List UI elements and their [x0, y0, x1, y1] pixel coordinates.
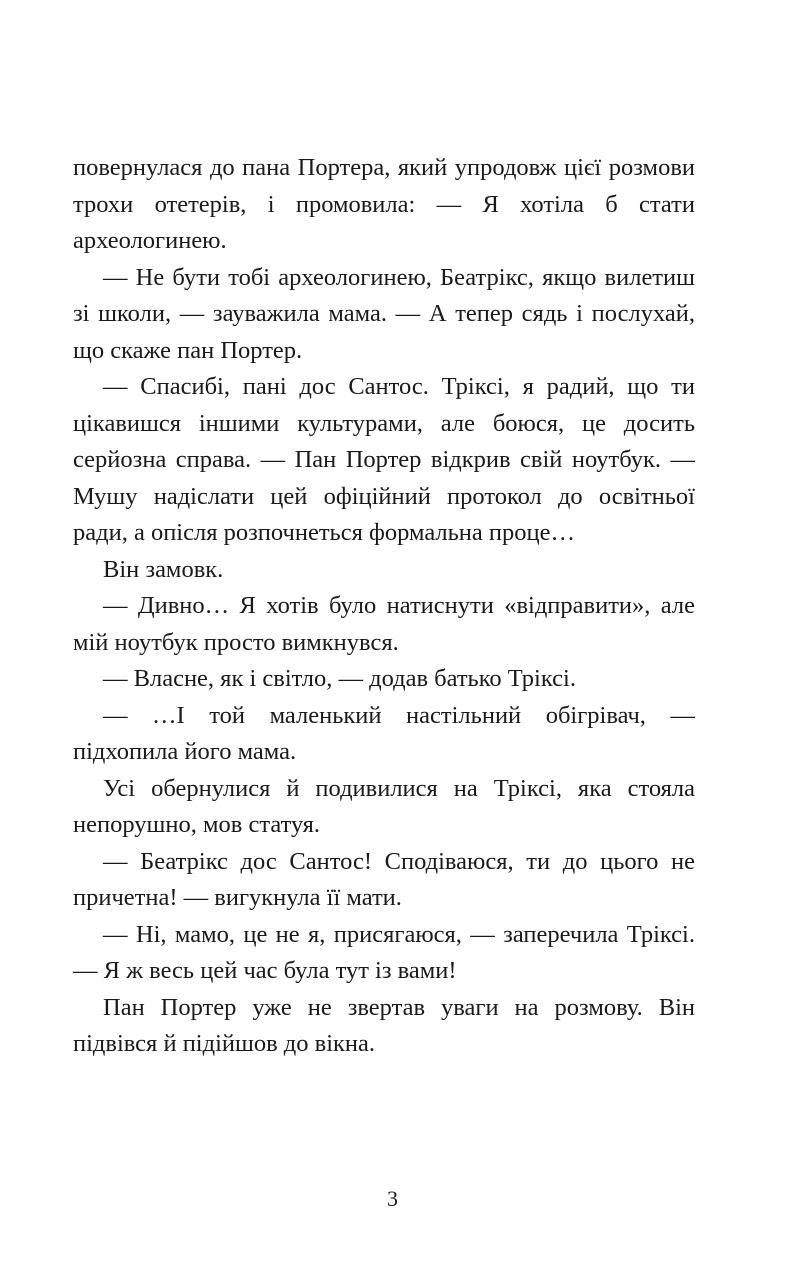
paragraph-9: — Беатрікс дос Сантос! Сподіваюся, ти до цього не причетна! — вигукнула її мати. [73, 847, 695, 911]
paragraph-4: Він замовк. [103, 555, 224, 583]
paragraph-10: — Ні, мамо, це не я, присягаюся, — заперечила Тріксі. — Я ж весь цей час була тут із вами! [73, 920, 695, 984]
paragraph-7: — …І той маленький настільний обігрівач, — підхопила його мама. [73, 701, 695, 765]
paragraph-8: Усі обернулися й подивилися на Тріксі, яка стояла непорушно, мов статуя. [73, 774, 695, 838]
paragraph-3: — Спасибі, пані дос Сантос. Тріксі, я радий, що ти цікавишся іншими культурами, але боюся, це досить серйозна справа. — Пан Портер відкрив свій ноутбук. — Мушу надіслати цей офіційний протокол до освітньої ради, а опісля розпочнеться формальна проце… [73, 373, 695, 546]
paragraph-11: Пан Портер уже не звертав уваги на розмову. Він підвівся й підійшов до вікна. [73, 993, 695, 1057]
body-text [73, 150, 695, 1063]
paragraph-2: — Не бути тобі археологинею, Беатрікс, якщо вилетиш зі школи, — зауважила мама. — А тепер сядь і послухай, що скаже пан Портер. [73, 263, 695, 364]
paragraph-5: — Дивно… Я хотів було натиснути «відправити», але мій ноутбук просто вимкнувся. [73, 592, 695, 656]
page-number: 3 [387, 1186, 398, 1211]
paragraph-1: повернулася до пана Портера, який упродовж цієї розмови трохи отетерів, і промовила: — Я хотіла б стати археологинею. [73, 154, 695, 254]
paragraph-6: — Власне, як і світло, — додав батько Тріксі. [103, 665, 576, 692]
